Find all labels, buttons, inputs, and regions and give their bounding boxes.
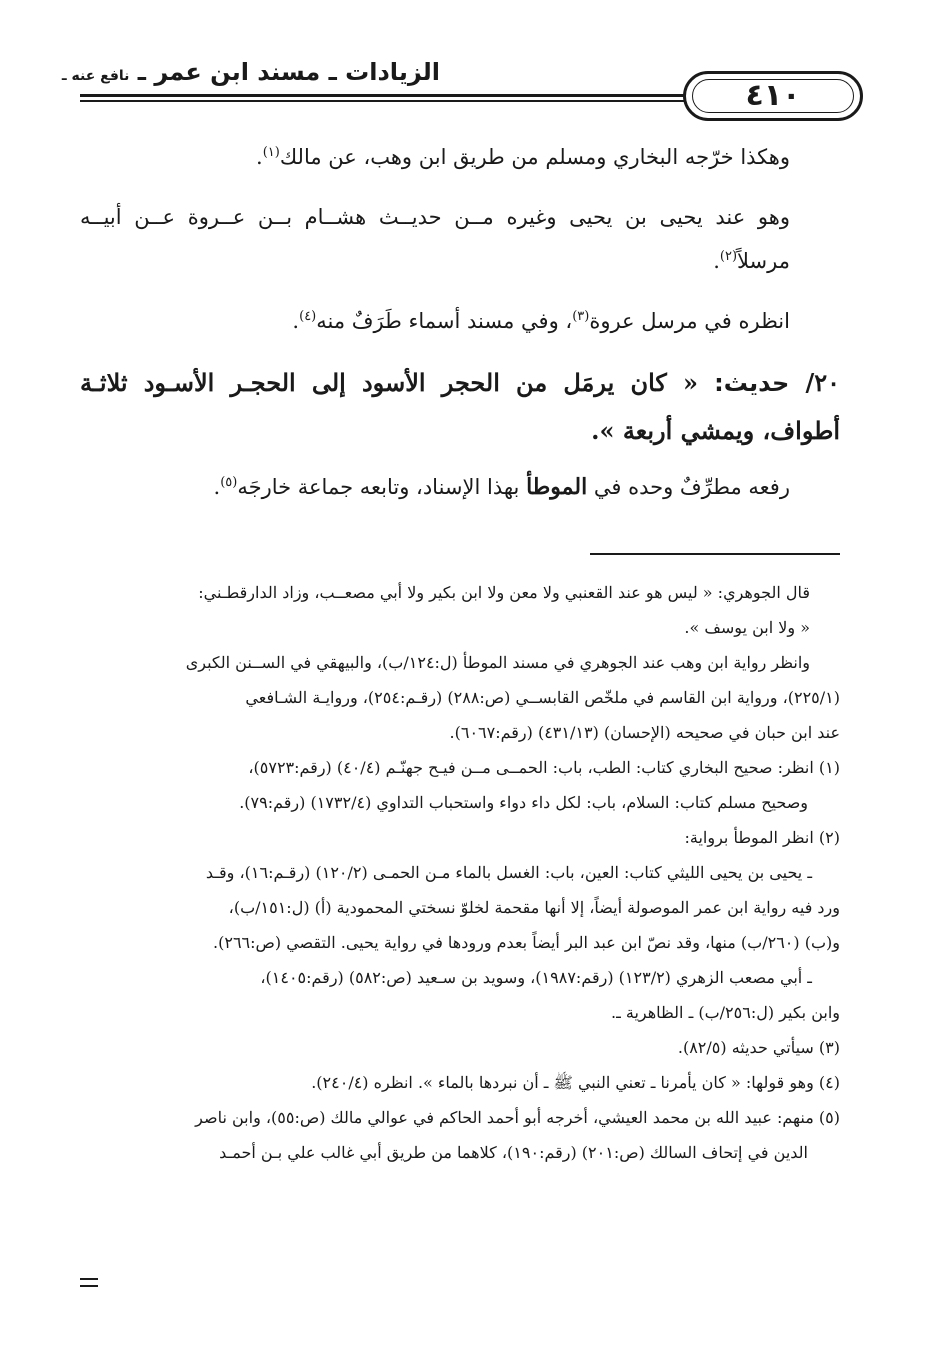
hadith-number: ٢٠/: [805, 368, 840, 397]
footnote-4: (٤) وهو قولها: « كان يأمرنا ـ تعني النبي ﷺ ـ أن نبردها بالماء ». انظره (٢٤٠/٤).: [311, 1073, 840, 1092]
header-rule: [80, 94, 690, 97]
footnote-1-line: وصحيح مسلم كتاب: السلام، باب: لكل داء دواء واستحباب التداوي (١٧٣٢/٤) (رقم:٧٩).: [239, 793, 808, 812]
footnote-continuation-line: (٢٢٥/١)، ورواية ابن القاسم في ملخّص القابســي (ص:٢٨٨) (رقـم:٢٥٤)، وروايـة الشـافعي: [245, 688, 840, 707]
paragraph-3-end: .: [292, 309, 300, 333]
footnote-2-line: ـ يحيى بن يحيى الليثي كتاب: العين، باب: الغسل بالماء مـن الحمـى (١٢٠/٢) (رقـم:١٦)، وقـد: [205, 863, 812, 882]
footnote-3: (٣) سيأتي حديثه (٨٢/٥).: [677, 1038, 840, 1057]
page-number: ٤١٠: [745, 78, 801, 113]
footnote-2-line: ـ أبي مصعب الزهري (١٢٣/٢) (رقم:١٩٨٧)، وسويد بن سـعيد (ص:٥٨٢) (رقم:١٤٠٥)،: [260, 968, 812, 987]
hadith-heading: [80, 359, 840, 455]
hadith-text: « كان يرمَل من الحجر الأسود إلى الحجـر الأسـود ثلاثـة أطواف، ويمشي أربعة ».: [80, 368, 840, 445]
running-title-main: الزيادات ـ مسند ابن عمر ـ: [137, 58, 440, 86]
footnote-2-line: و(ب) (٢٦٠/ب) منها، وقد نصّ ابن عبد البر أيضاً بعدم ورودها في رواية يحيى. التقصي (ص:٢٦٦).: [213, 933, 840, 952]
page-number-badge: [683, 71, 863, 121]
paragraph-1-text: وهكذا خرّجه البخاري ومسلم من طريق ابن وهب، عن مالك: [279, 145, 790, 169]
paragraph-1: [80, 135, 840, 179]
footnote-2-line: وابن بكير (ل:٢٥٦/ب) ـ الظاهرية ـ.: [611, 1003, 840, 1022]
paragraph-2-end: .: [713, 249, 720, 273]
footnote-continuation-line: قال الجوهري: « ليس هو عند القعنبي ولا معن ولا ابن بكير ولا أبي مصعــب، وزاد الدارقطـني:: [198, 583, 810, 602]
paragraph-4-text-b: بهذا الإسناد، وتابعه جماعة خارجَه: [237, 475, 520, 499]
paragraph-3: [80, 299, 840, 343]
footnote-continuation-line: وانظر رواية ابن وهب عند الجوهري في مسند الموطأ (ل:١٢٤/ب)، والبيهقي في الســنن الكبرى: [185, 653, 810, 672]
footnote-ref-4: (٤): [299, 309, 317, 324]
footnote-continuation-line: « ولا ابن يوسف ».: [684, 618, 810, 637]
paragraph-1-end: .: [256, 145, 263, 169]
paragraph-4-end: .: [213, 475, 221, 499]
paragraph-3-text-a: انظره في مرسل عروة: [589, 309, 790, 333]
page-header: [61, 48, 860, 128]
footnote-ref-3: (٣): [572, 309, 590, 324]
footnote-ref-5: (٥): [220, 475, 238, 490]
main-text: [80, 135, 840, 509]
footnote-ref-1: (١): [262, 145, 280, 160]
footnote-2: (٢) انظر الموطأ برواية:: [684, 828, 840, 847]
footnote-ref-2: (٢): [719, 249, 738, 264]
paragraph-4-text-a: رفعه مطرِّفٌ وحده في: [593, 475, 790, 499]
footnote-separator: [590, 553, 840, 555]
paragraph-4: [80, 465, 840, 509]
continuation-mark: [80, 1278, 98, 1287]
paragraph-3-text-b: ، وفي مسند أسماء طَرَفٌ منه: [316, 309, 573, 333]
footnote-2-line: ورد فيه رواية ابن عمر الموصولة أيضاً، إلا أنها مقحمة لخلوّ نسختي المحمودية (أ) (ل:١٥١/ب)،: [228, 898, 840, 917]
footnotes: [80, 575, 840, 1170]
paragraph-2-text: وهو عند يحيى بن يحيى وغيره مــن حديــث هشــام بــن عــروة عــن أبيــه مرسلاً: [80, 205, 790, 273]
hadith-label: حديث:: [714, 369, 790, 397]
book-title-muwatta: الموطأ: [526, 474, 588, 500]
running-title: [61, 58, 440, 86]
header-rule-thin: [80, 100, 690, 102]
footnote-5-line: الدين في إتحاف السالك (ص:٢٠١) (رقم:١٩٠)، كلاهما من طريق أبي غالب علي بـن أحمـد: [219, 1143, 808, 1162]
footnote-continuation-line: عند ابن حبان في صحيحه (الإحسان) (٤٣١/١٣) (رقم:٦٠٦٧).: [449, 723, 840, 742]
running-title-sub: نافع عنه ـ: [61, 68, 130, 84]
paragraph-2: [80, 195, 840, 283]
footnote-1: (١) انظر: صحيح البخاري كتاب: الطب، باب: الحمــى مــن فيـح جهنّـم (٤٠/٤) (رقم:٥٧٢٣)،: [248, 758, 840, 777]
footnote-5: (٥) منهم: عبيد الله بن محمد العيشي، أخرجه أبو أحمد الحاكم في عوالي مالك (ص:٥٥)، وابن ناصر: [195, 1108, 840, 1127]
